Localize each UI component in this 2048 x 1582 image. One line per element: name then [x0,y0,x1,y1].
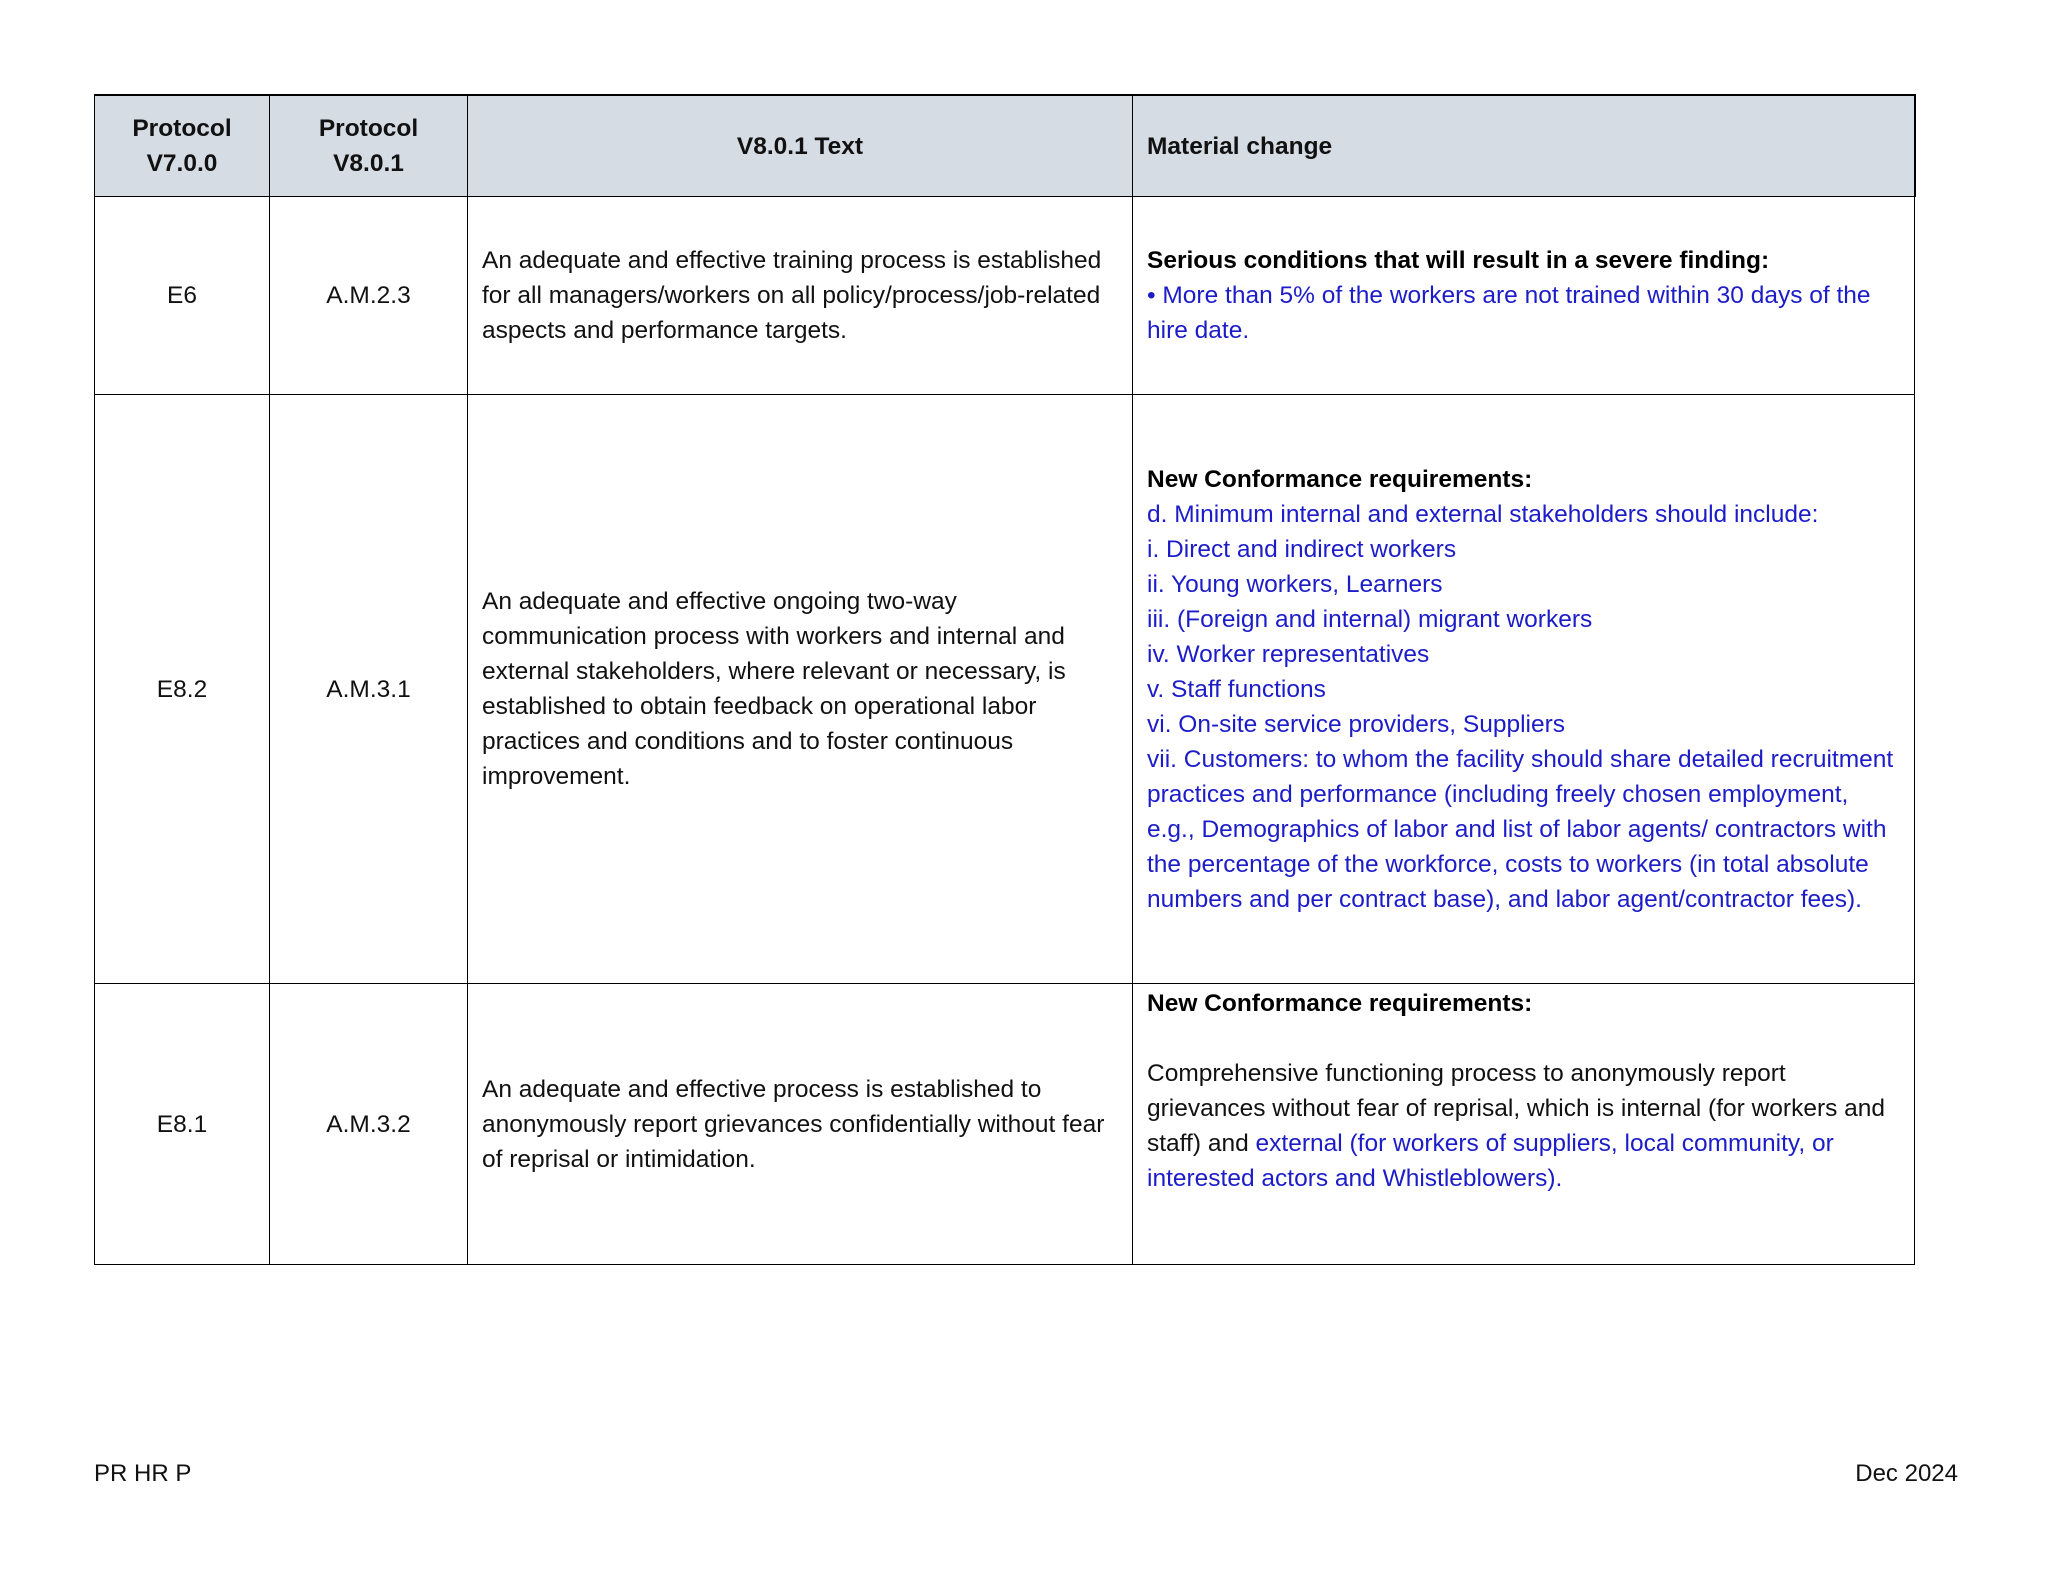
paragraph-spacer [1147,1021,1900,1056]
protocol-comparison-table [94,94,1916,1265]
cell-protocol-v7: E8.1 [95,984,270,1265]
change-item: vi. On-site service providers, Suppliers [1147,710,1566,738]
header-v8-text: V8.0.1 Text [468,95,1133,197]
change-item: v. Staff functions [1147,675,1326,703]
change-item: d. Minimum internal and external stakeholders should include: [1147,500,1819,528]
cell-material-change [1133,197,1915,395]
cell-protocol-v7: E8.2 [95,395,270,984]
cell-protocol-v8: A.M.2.3 [270,197,468,395]
table-header-row [95,95,1915,197]
change-body-highlight: external (for workers of suppliers, local community, or interested actors and Whistleblowers). [1147,1130,1834,1192]
footer-document-code: PR HR P [94,1460,192,1487]
cell-protocol-v7: E6 [95,197,270,395]
header-protocol-v8: Protocol V8.0.1 [270,95,468,197]
header-material-change: Material change [1133,95,1915,197]
change-body-plain: Comprehensive functioning process to anonymously report grievances without fear of reprisal, which is internal (for workers and staff) and [1147,1060,1886,1157]
change-item: i. Direct and indirect workers [1147,535,1457,563]
cell-protocol-v8: A.M.3.2 [270,984,468,1265]
change-item: ii. Young workers, Learners [1147,570,1443,598]
table-row [95,984,1915,1265]
cell-v8-text: An adequate and effective ongoing two-way communication process with workers and internal and external stakeholders, where relevant or necessary, is established to obtain feedback on operational labor practices and conditions and to foster continuous improvement. [468,395,1133,984]
cell-v8-text: An adequate and effective training process is established for all managers/workers on all policy/process/job-related aspects and performance targets. [468,197,1133,395]
header-protocol-v7: Protocol V7.0.0 [95,95,270,197]
change-heading: New Conformance requirements: [1147,465,1533,493]
cell-protocol-v8: A.M.3.1 [270,395,468,984]
change-item: iii. (Foreign and internal) migrant workers [1147,605,1593,633]
cell-v8-text: An adequate and effective process is established to anonymously report grievances confidentially without fear of reprisal or intimidation. [468,984,1133,1265]
cell-material-change [1133,395,1915,984]
change-heading: New Conformance requirements: [1147,990,1533,1017]
table-row [95,395,1915,984]
footer-date: Dec 2024 [1855,1460,1958,1487]
change-item: vii. Customers: to whom the facility should share detailed recruitment practices and performance (including freely chosen employment, e.g., Demographics of labor and list of labor agents/ contractors with the percentage of the workforce, costs to workers (in total absolute numbers and per contract base), and labor agent/contractor fees). [1147,745,1894,913]
change-heading: Serious conditions that will result in a severe finding: [1147,247,1770,274]
cell-material-change [1133,984,1915,1265]
change-item: iv. Worker representatives [1147,640,1430,668]
table-row [95,197,1915,395]
change-item: • More than 5% of the workers are not trained within 30 days of the hire date. [1147,282,1871,344]
